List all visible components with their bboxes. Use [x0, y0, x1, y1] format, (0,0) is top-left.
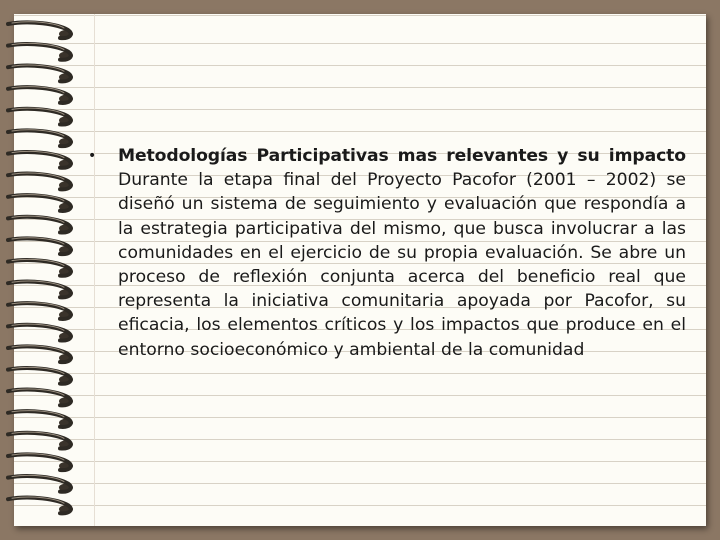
- spiral-ring: [8, 22, 73, 38]
- bullet-body: Durante la etapa final del Proyecto Pacofor (2001 – 2002) se diseñó un sistema de seguimiento y evaluación que respondía a la estrategia participativa del mismo, que busca involucrar a las comunidades en el ejercicio de su propia evaluación. Se abre un proceso de reflexión conjunta acerca del beneficio real que representa la iniciativa comunitaria apoyada por Pacofor, su eficacia, los elementos críticos y los impactos que produce en el entorno socioeconómico y ambiental de la comunidad: [118, 170, 686, 360]
- spiral-ring: [8, 43, 73, 59]
- bullet-heading: Metodologías Participativas mas relevantes y su impacto: [118, 146, 686, 166]
- spiral-ring: [8, 130, 73, 146]
- spiral-ring: [8, 65, 73, 81]
- spiral-ring: [8, 281, 73, 297]
- spiral-ring: [8, 411, 73, 427]
- spiral-ring: [8, 389, 73, 405]
- spiral-ring: [8, 367, 73, 383]
- spiral-ring: [8, 151, 73, 167]
- spiral-binding: [0, 0, 90, 540]
- spiral-ring: [8, 173, 73, 189]
- spiral-ring: [8, 195, 73, 211]
- spiral-ring: [8, 475, 73, 491]
- spiral-ring: [8, 87, 73, 103]
- bullet-text: [118, 144, 686, 362]
- spiral-ring: [8, 216, 73, 232]
- spiral-ring: [8, 346, 73, 362]
- spiral-ring: [8, 324, 73, 340]
- spiral-ring: [8, 497, 73, 513]
- bullet-item: [88, 144, 686, 362]
- spiral-ring: [8, 303, 73, 319]
- spiral-ring: [8, 238, 73, 254]
- spiral-ring: [8, 454, 73, 470]
- spiral-ring: [8, 259, 73, 275]
- spiral-ring: [8, 108, 73, 124]
- bullet-icon: •: [88, 148, 97, 164]
- spiral-ring: [8, 432, 73, 448]
- slide-content: [88, 144, 686, 362]
